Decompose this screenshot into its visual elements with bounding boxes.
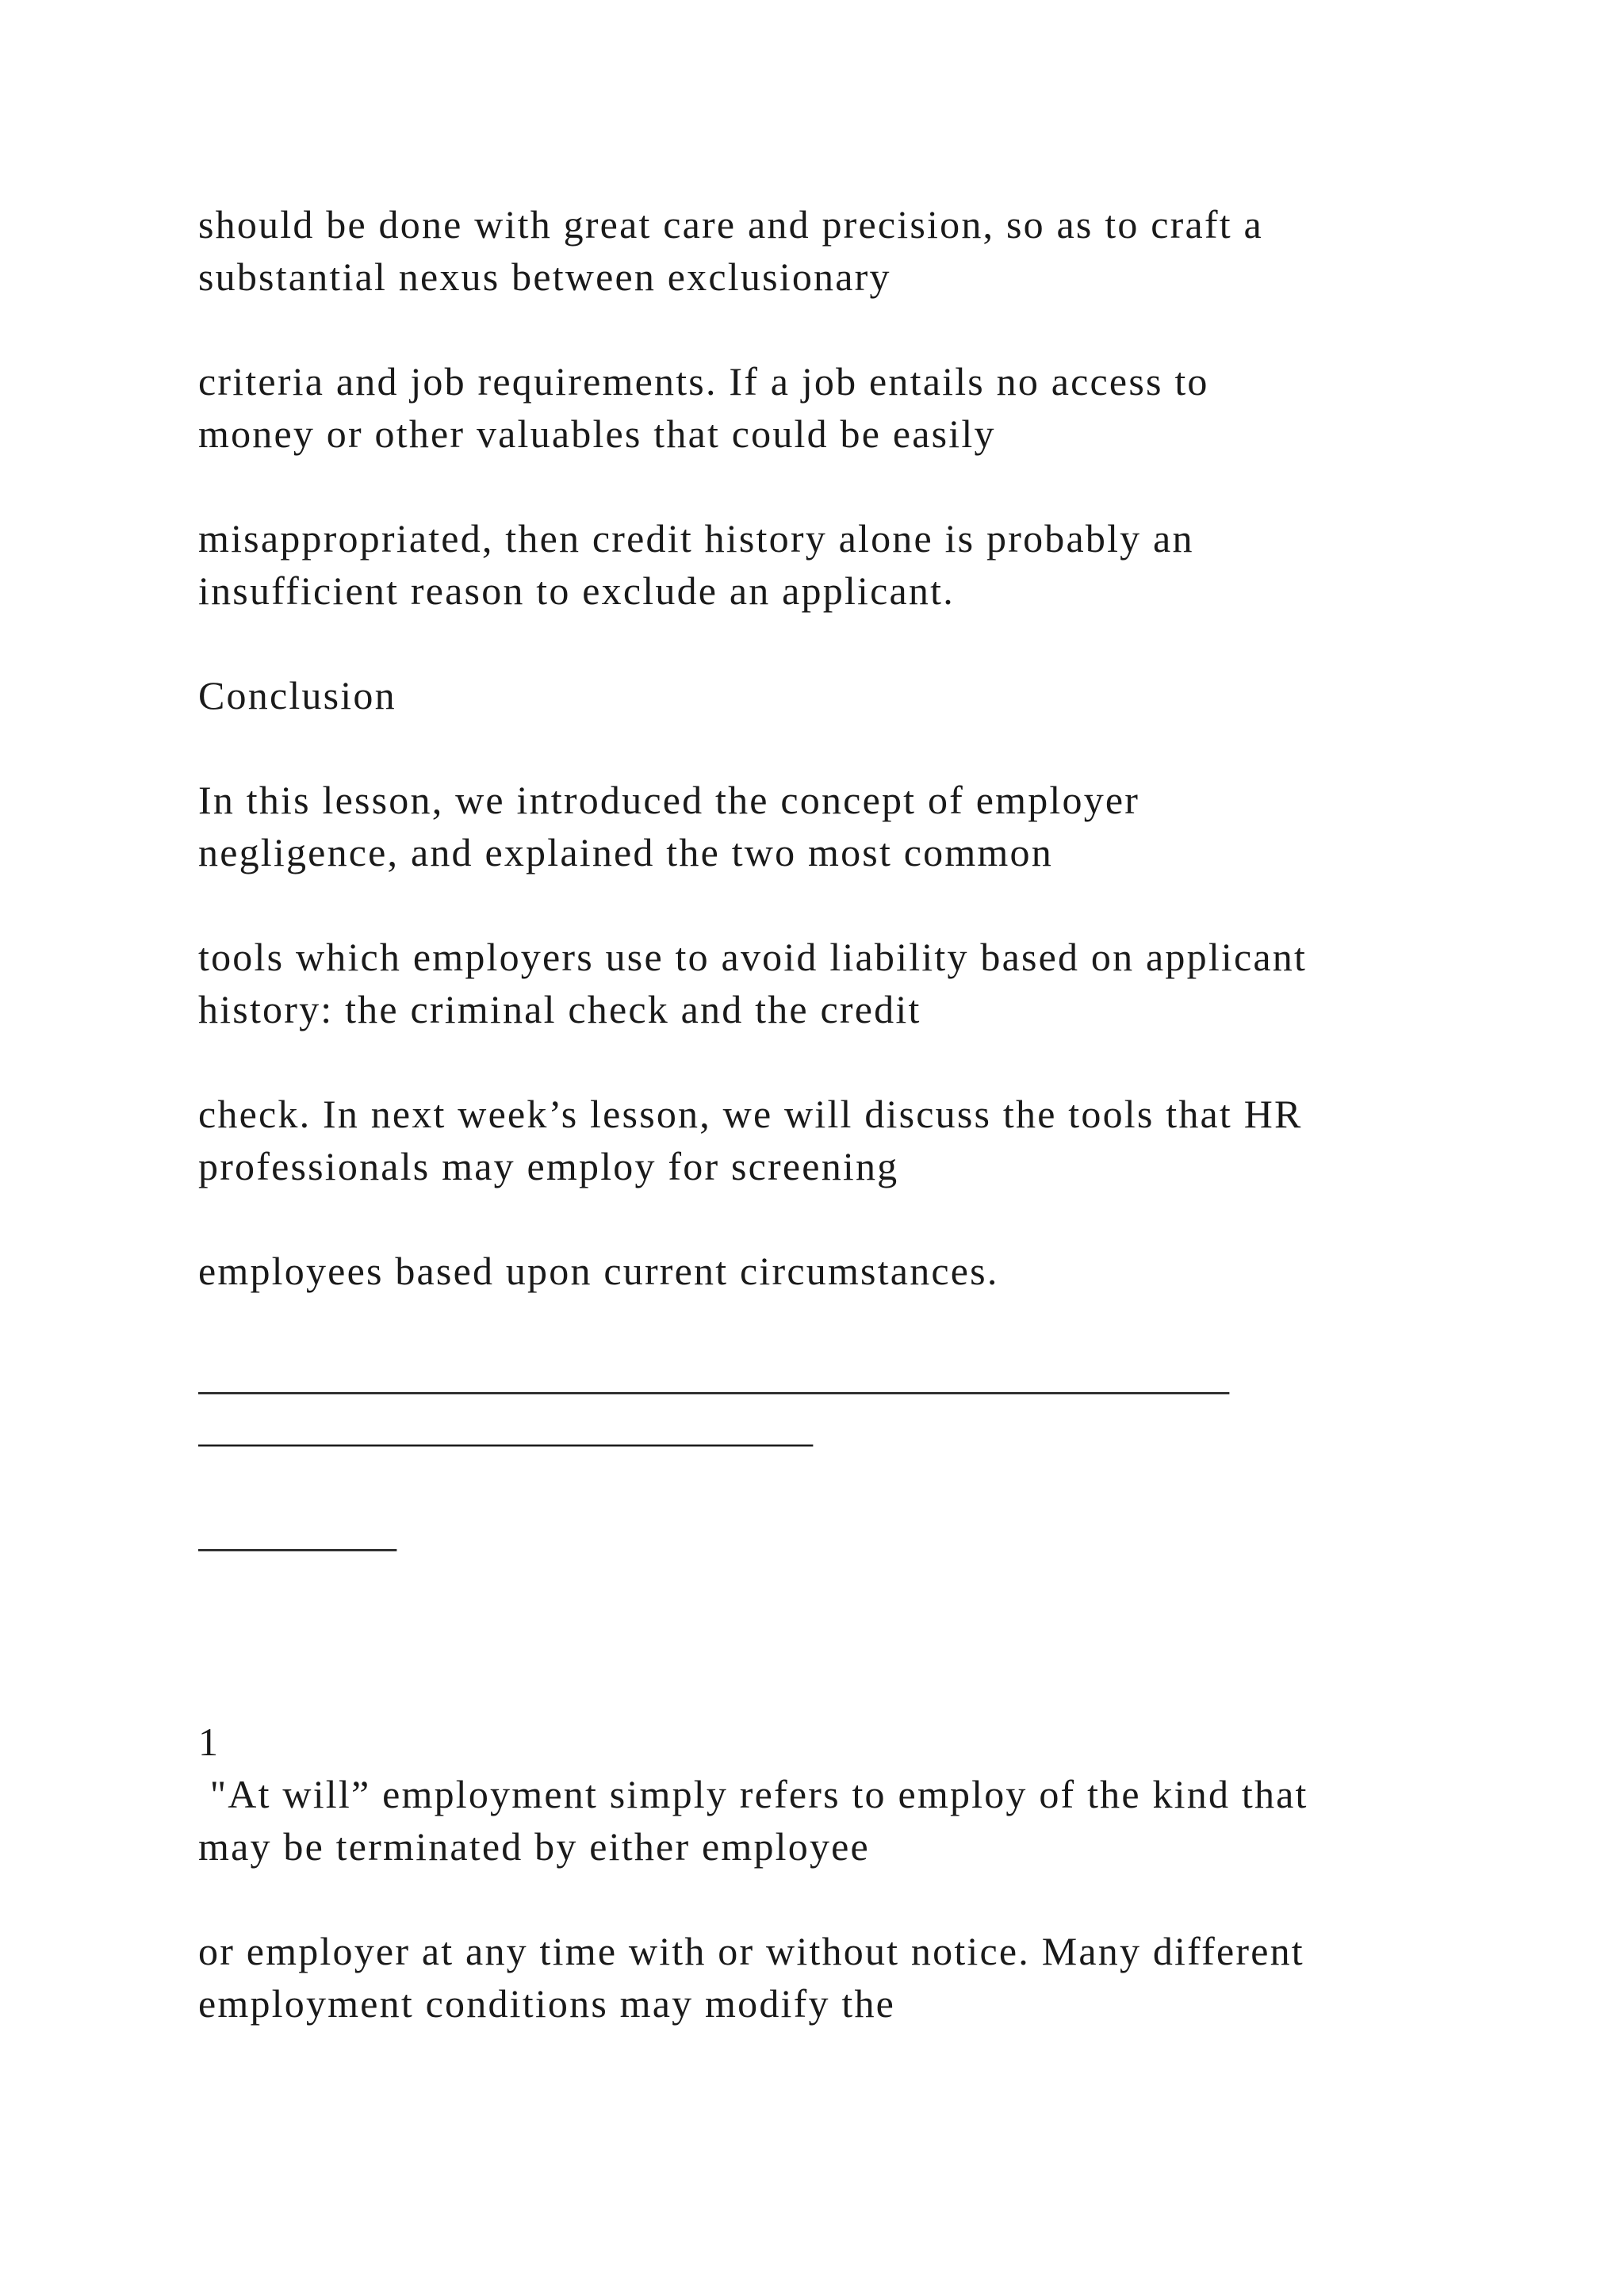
text-line: substantial nexus between exclusionary <box>198 254 891 299</box>
text-line: insufficient reason to exclude an applicant. <box>198 568 955 613</box>
paragraph-8 <box>198 1245 1451 1297</box>
separator-line: __________ <box>198 1510 396 1555</box>
section-heading-conclusion <box>198 669 1451 721</box>
text-line: misappropriated, then credit history alone is probably an <box>198 516 1194 561</box>
text-line: tools which employers use to avoid liability based on applicant <box>198 935 1308 979</box>
paragraph-1 <box>198 198 1451 303</box>
footnote-line: may be terminated by either employee <box>198 1824 870 1869</box>
paragraph-6 <box>198 931 1451 1035</box>
separator-line: _______________________________ <box>198 1406 813 1450</box>
paragraph-2 <box>198 355 1451 460</box>
footnote-separator <box>198 1349 1451 1454</box>
text-line: money or other valuables that could be easily <box>198 411 996 456</box>
text-line: In this lesson, we introduced the concept of employer <box>198 778 1140 822</box>
text-line: employees based upon current circumstances. <box>198 1249 999 1293</box>
text-line: professionals may employ for screening <box>198 1144 899 1188</box>
paragraph-3 <box>198 512 1451 617</box>
footnote-line: or employer at any time with or without notice. Many different <box>198 1929 1304 1973</box>
paragraph-7 <box>198 1088 1451 1192</box>
footnote-continued <box>198 1925 1451 2030</box>
footnote <box>198 1716 1451 1873</box>
footnote-separator-short <box>198 1506 1451 1559</box>
heading-text: Conclusion <box>198 673 396 718</box>
text-line: check. In next week’s lesson, we will discuss the tools that HR <box>198 1092 1303 1136</box>
footnote-line: "At will” employment simply refers to employ of the kind that <box>198 1772 1308 1816</box>
text-line: history: the criminal check and the credit <box>198 987 921 1031</box>
paragraph-5 <box>198 774 1451 878</box>
text-line: criteria and job requirements. If a job entails no access to <box>198 359 1209 404</box>
footnote-line: employment conditions may modify the <box>198 1981 896 2026</box>
text-line: negligence, and explained the two most common <box>198 830 1053 874</box>
text-line: should be done with great care and precision, so as to craft a <box>198 202 1263 247</box>
footnote-number: 1 <box>198 1720 220 1764</box>
separator-line: ____________________________________________________ <box>198 1353 1229 1398</box>
